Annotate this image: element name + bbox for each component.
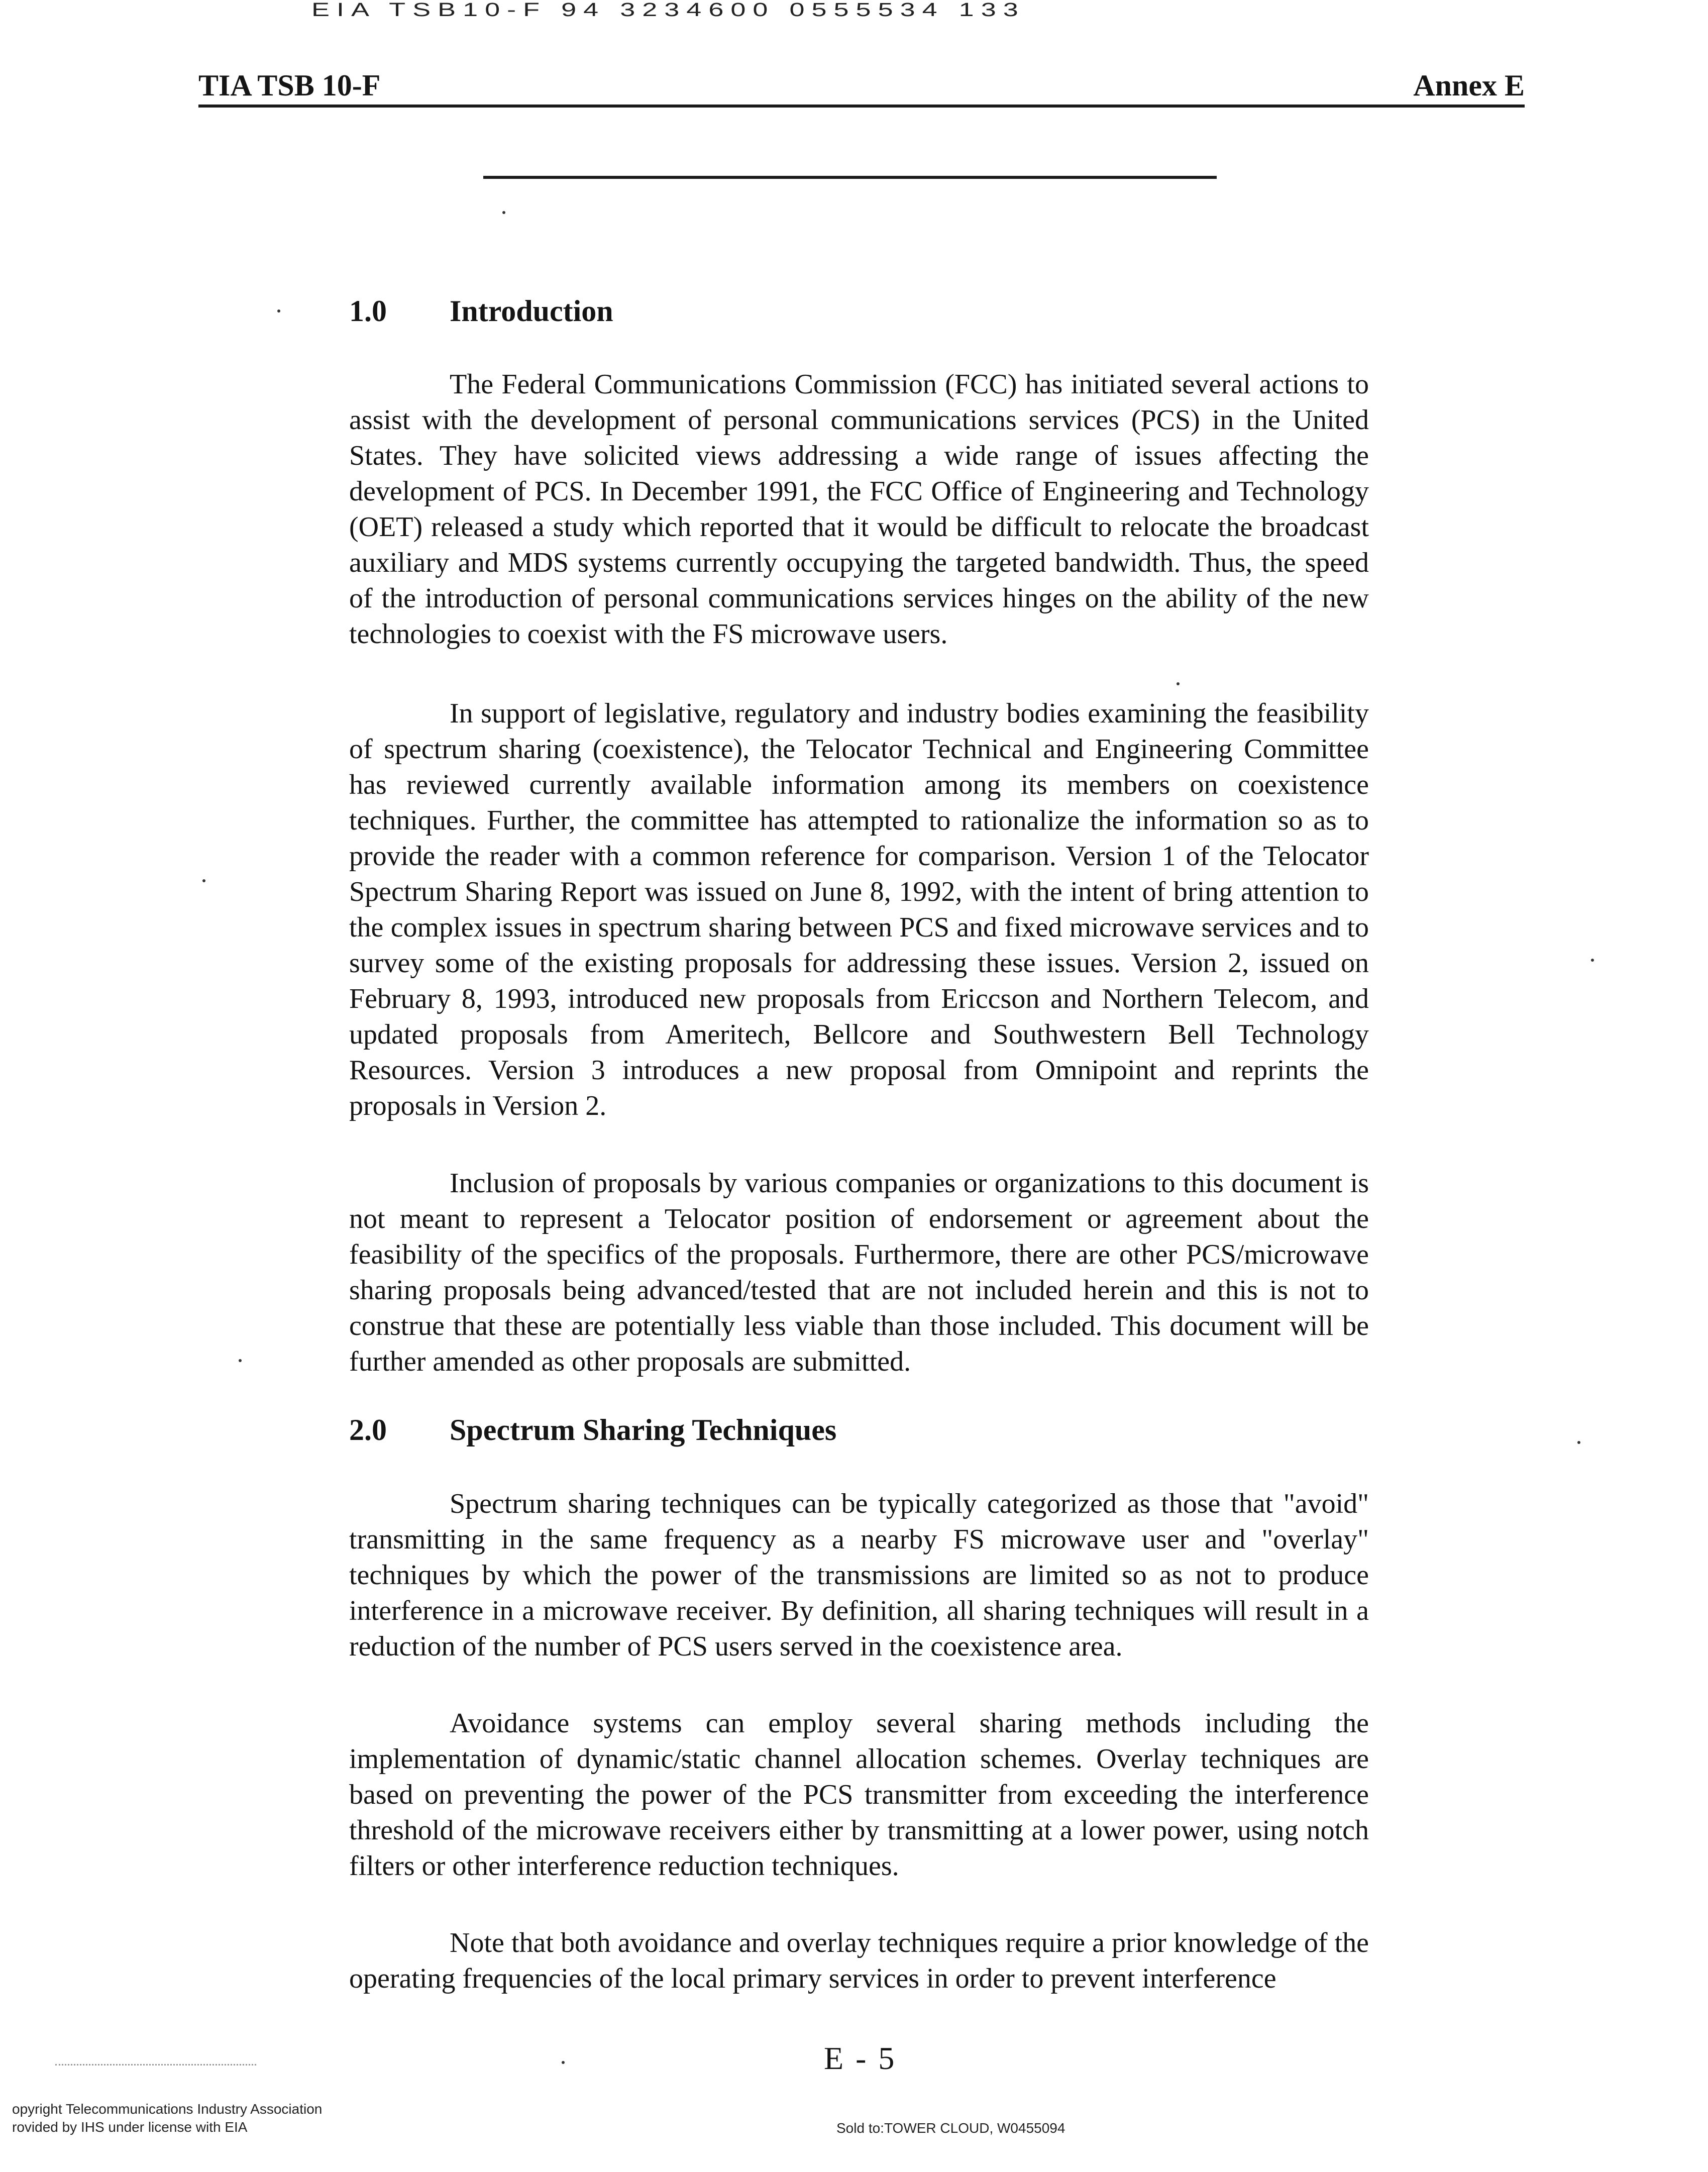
section-title: Introduction — [450, 294, 613, 328]
scan-header-code: EIA TSB10-F 94 3234600 0555534 133 — [311, 0, 1025, 21]
section-heading-spectrum-sharing — [349, 1413, 836, 1447]
paragraph: Spectrum sharing techniques can be typically categorized as those that "avoid" transmitting in the same frequency as a nearby FS microwave user and "overlay" techniques by which the power of the transmissions are limited so as not to produce interference in a microwave receiver. By definition, all sharing techniques will result in a reduction of the number of PCS users served in the coexistence area. — [349, 1488, 1369, 1662]
scan-speck — [1577, 1441, 1580, 1444]
annex-title-rule — [483, 176, 1217, 179]
scan-speck — [1591, 959, 1594, 962]
page-number: E - 5 — [824, 2040, 897, 2076]
section-heading-introduction — [349, 294, 613, 329]
license-line: rovided by IHS under license with EIA — [12, 2119, 248, 2135]
paragraph: Note that both avoidance and overlay techniques require a prior knowledge of the operating frequencies of the local primary services in order to prevent interference — [349, 1927, 1369, 1994]
scan-speck — [202, 879, 205, 882]
sold-to-notice: Sold to:TOWER CLOUD, W0455094 — [836, 2120, 1065, 2136]
paragraph: Avoidance systems can employ several sharing methods including the implementation of dynamic/static channel allocation schemes. Overlay techniques are based on preventing the power of the PCS transmitter from exceeding the interference threshold of the microwave receivers either by transmitting at a lower power, using notch filters or other interference reduction techniques. — [349, 1708, 1369, 1882]
paragraph: In support of legislative, regulatory and industry bodies examining the feasibility of spectrum sharing (coexistence), the Telocator Technical and Engineering Committee has reviewed currently available information among its members on coexistence techniques. Further, the committee has attempted to rationalize the information so as to provide the reader with a common reference for comparison. Version 1 of the Telocator Spectrum Sharing Report was issued on June 8, 1992, with the intent of bring attention to the complex issues in spectrum sharing between PCS and fixed microwave services and to survey some of the existing proposals for addressing these issues. Version 2, issued on February 8, 1993, introduced new proposals from Ericcson and Northern Telecom, and updated proposals from Ameritech, Bellcore and Southwestern Bell Technology Resources. Version 3 introduces a new proposal from Omnipoint and reprints the proposals in Version 2. — [349, 698, 1369, 1121]
scan-noise — [55, 2064, 256, 2068]
scan-speck — [1177, 682, 1180, 685]
copyright-line: opyright Telecommunications Industry Association — [12, 2101, 323, 2117]
scan-speck — [562, 2061, 565, 2064]
paragraph: The Federal Communications Commission (FCC) has initiated several actions to assist with the development of personal communications services (PCS) in the United States. They have solicited views addressing a wide range of issues affecting the development of PCS. In December 1991, the FCC Office of Engineering and Technology (OET) released a study which reported that it would be difficult to relocate the broadcast auxiliary and MDS systems currently occupying the targeted bandwidth. Thus, the speed of the introduction of personal communications services hinges on the ability of the new technologies to coexist with the FS microwave users. — [349, 369, 1369, 650]
scan-speck — [277, 309, 280, 313]
section-number: 1.0 — [349, 294, 387, 328]
paragraph: Inclusion of proposals by various companies or organizations to this document is not meant to represent a Telocator position of endorsement or agreement about the feasibility of the specifics of the proposals. Furthermore, there are other PCS/microwave sharing proposals being advanced/tested that are not included herein and this is not to construe that these are potentially less viable than those included. This document will be further amended as other proposals are submitted. — [349, 1168, 1369, 1377]
scan-speck — [239, 1359, 242, 1362]
section-number: 2.0 — [349, 1413, 387, 1446]
annex-label: Annex E — [1413, 69, 1525, 102]
header-rule — [198, 105, 1525, 108]
section-title: Spectrum Sharing Techniques — [450, 1413, 837, 1446]
scan-speck — [502, 211, 505, 214]
copyright-notice — [12, 2100, 322, 2136]
document-id: TIA TSB 10-F — [198, 69, 381, 102]
running-header — [198, 68, 1525, 109]
